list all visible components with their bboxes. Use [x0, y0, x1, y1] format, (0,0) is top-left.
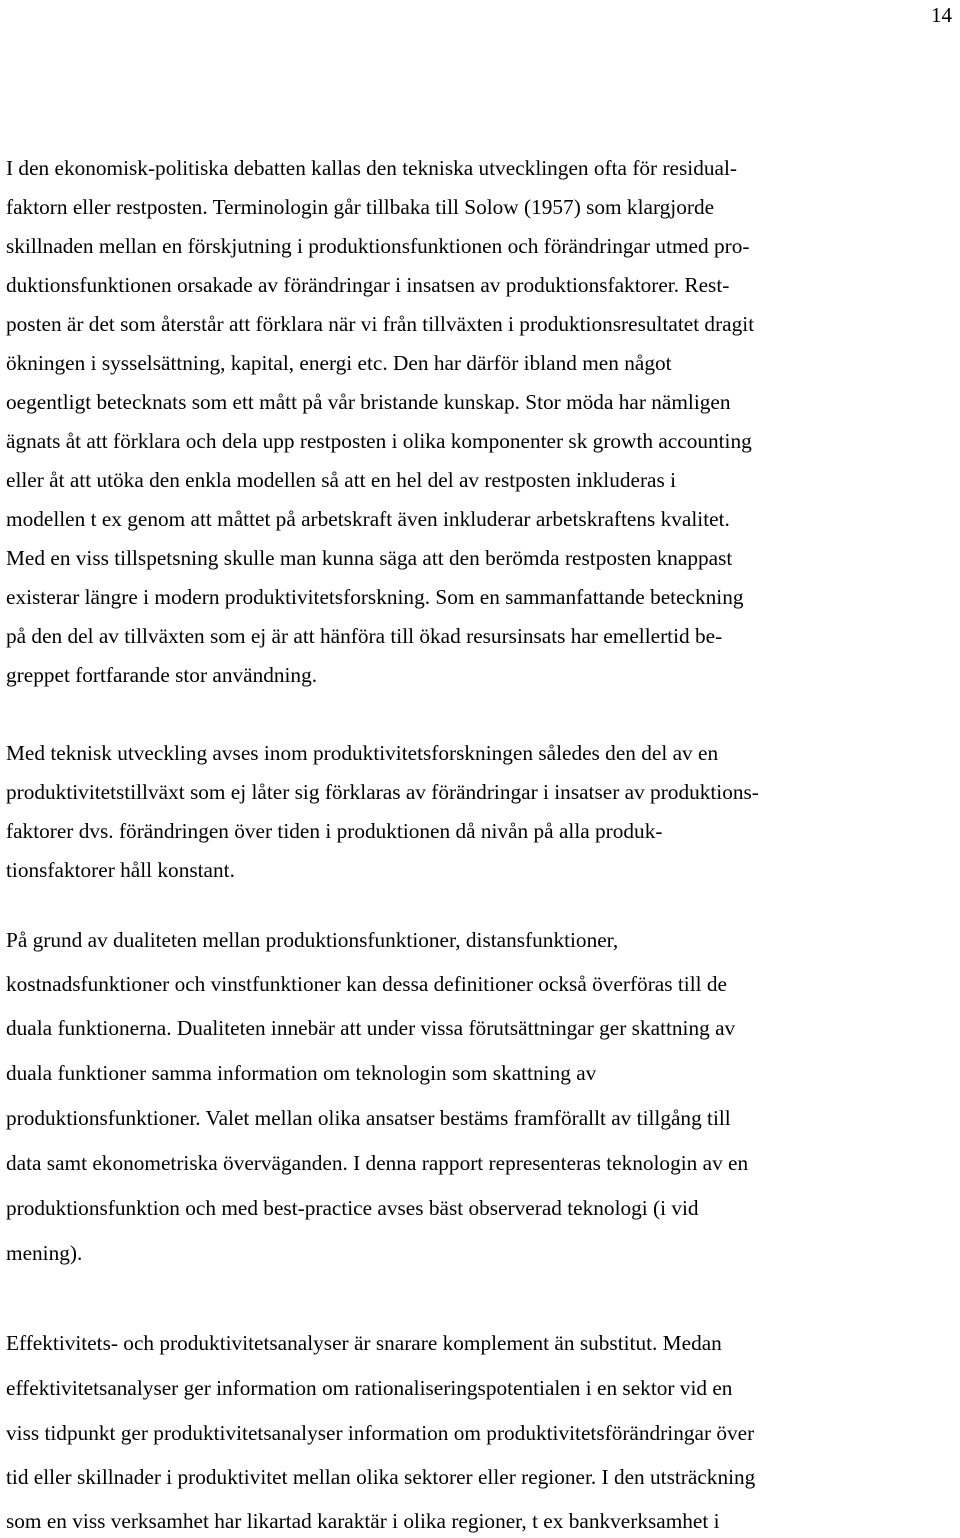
- text-line: skillnaden mellan en förskjutning i produktionsfunktionen och förändringar utmed pro-: [6, 234, 750, 258]
- text-line: greppet fortfarande stor användning.: [6, 663, 318, 687]
- text-line: ägnats åt att förklara och dela upp restposten i olika komponenter sk growth accounting: [6, 429, 752, 453]
- text-line: oegentligt betecknats som ett mått på vår bristande kunskap. Stor möda har nämligen: [6, 390, 731, 414]
- text-line: effektivitetsanalyser ger information om rationaliseringspotentialen i en sektor vid en: [6, 1376, 733, 1400]
- text-line: faktorn eller restposten. Terminologin går tillbaka till Solow (1957) som klargjorde: [6, 195, 715, 219]
- text-line: duala funktioner samma information om teknologin som skattning av: [6, 1061, 597, 1085]
- text-line: kostnadsfunktioner och vinstfunktioner kan dessa definitioner också överföras till de: [6, 972, 727, 996]
- text-line: mening).: [6, 1241, 83, 1265]
- text-line: produktivitetstillväxt som ej låter sig förklaras av förändringar i insatser av produktions-: [6, 780, 759, 804]
- text-line: faktorer dvs. förändringen över tiden i produktionen då nivån på alla produk-: [6, 819, 663, 843]
- text-line: Effektivitets- och produktivitetsanalyser är snarare komplement än substitut. Medan: [6, 1331, 722, 1355]
- page-number: 14: [931, 3, 952, 27]
- text-line: modellen t ex genom att måttet på arbetskraft även inkluderar arbetskraftens kvalitet.: [6, 507, 730, 531]
- text-line: som en viss verksamhet har likartad karaktär i olika regioner, t ex bankverksamhet i: [6, 1509, 720, 1533]
- text-line: viss tidpunkt ger produktivitetsanalyser information om produktivitetsförändringar över: [6, 1421, 755, 1445]
- text-line: posten är det som återstår att förklara när vi från tillväxten i produktionsresultatet dragit: [6, 312, 755, 336]
- text-line: duala funktionerna. Dualiteten innebär att under vissa förutsättningar ger skattning av: [6, 1016, 736, 1040]
- text-line: I den ekonomisk-politiska debatten kallas den tekniska utvecklingen ofta för residual-: [6, 156, 737, 180]
- text-line: Med teknisk utveckling avses inom produktivitetsforskningen således den del av en: [6, 741, 719, 765]
- text-line: ökningen i sysselsättning, kapital, energi etc. Den har därför ibland men något: [6, 351, 672, 375]
- text-line: tionsfaktorer håll konstant.: [6, 858, 235, 882]
- text-line: tid eller skillnader i produktivitet mellan olika sektorer eller regioner. I den utsträckning: [6, 1465, 756, 1489]
- text-line: på den del av tillväxten som ej är att hänföra till ökad resursinsats har emellertid be-: [6, 624, 723, 648]
- text-line: produktionsfunktioner. Valet mellan olika ansatser bestäms framförallt av tillgång till: [6, 1106, 731, 1130]
- text-line: eller åt att utöka den enkla modellen så att en hel del av restposten inkluderas i: [6, 468, 677, 492]
- text-line: produktionsfunktion och med best-practice avses bäst observerad teknologi (i vid: [6, 1196, 699, 1220]
- text-line: existerar längre i modern produktivitetsforskning. Som en sammanfattande beteckning: [6, 585, 744, 609]
- text-line: På grund av dualiteten mellan produktionsfunktioner, distansfunktioner,: [6, 928, 619, 952]
- text-line: Med en viss tillspetsning skulle man kunna säga att den berömda restposten knappast: [6, 546, 733, 570]
- text-line: data samt ekonometriska överväganden. I denna rapport representeras teknologin av en: [6, 1151, 749, 1175]
- text-line: duktionsfunktionen orsakade av förändringar i insatsen av produktionsfaktorer. Rest-: [6, 273, 730, 297]
